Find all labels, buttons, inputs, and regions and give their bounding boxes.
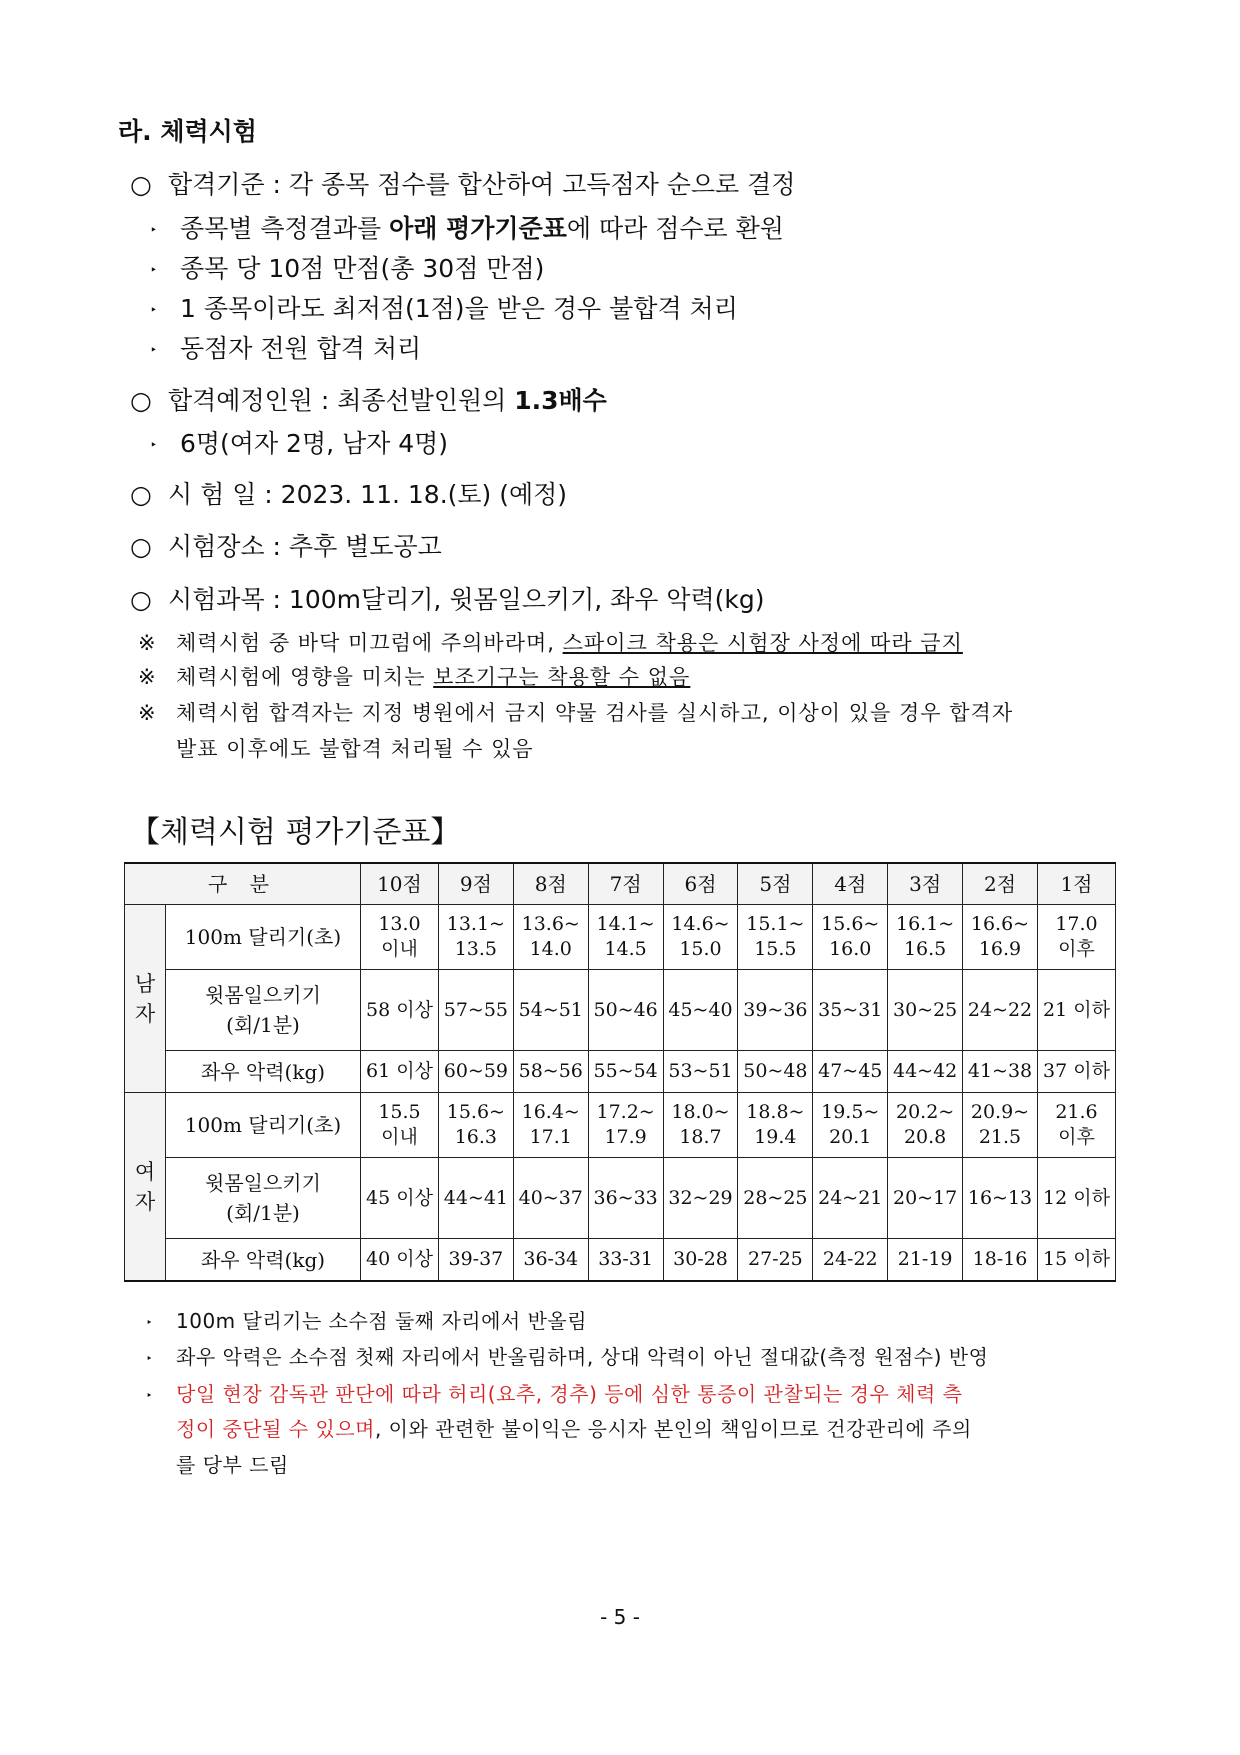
footnote-1	[146, 1305, 587, 1334]
exam-subjects	[130, 580, 765, 616]
table-cell: 61 이상	[361, 1051, 439, 1093]
table-cell: 16.6~ 16.9	[963, 905, 1038, 970]
criteria-bullet-2-text: 종목 당 10점 만점(총 30점 만점)	[180, 254, 545, 283]
female-grip-label: 좌우 악력(kg)	[166, 1239, 361, 1282]
table-cell: 40 이상	[361, 1239, 439, 1282]
criteria-bullet-1-bold: 아래 평가기준표	[389, 214, 567, 243]
reference-mark-icon: ※	[138, 665, 157, 689]
footnote-3-line-3: 를 당부 드림	[176, 1453, 289, 1477]
note-1	[138, 627, 963, 657]
table-cell: 15.6~ 16.3	[438, 1093, 513, 1158]
table-cell: 30-28	[663, 1239, 738, 1282]
exam-date	[130, 475, 567, 511]
footnote-2	[146, 1341, 988, 1370]
quota-bullet-1	[150, 424, 448, 460]
table-cell: 37 이하	[1037, 1051, 1115, 1093]
header-gubun: 구 분	[125, 863, 361, 905]
table-cell: 15.5 이내	[361, 1093, 439, 1158]
table-title: 【체력시험 평가기준표】	[130, 815, 461, 850]
reference-mark-icon: ※	[138, 701, 157, 725]
table-cell: 24~21	[813, 1158, 888, 1239]
criteria-bullet-2	[150, 249, 544, 285]
gender-female-char-1: 여	[134, 1159, 156, 1184]
table-cell: 33-31	[588, 1239, 663, 1282]
note-1-underlined: 스파이크 착용은 시험장 사정에 따라 금지	[562, 631, 963, 655]
evaluation-table	[124, 862, 1116, 1282]
bullet-icon: ‣	[150, 263, 158, 277]
female-situp-label: 윗몸일으키기 (회/1분)	[166, 1158, 361, 1239]
table-cell: 36~33	[588, 1158, 663, 1239]
gender-female	[125, 1093, 166, 1282]
gender-male-char-2: 자	[134, 1001, 156, 1026]
male-situp-label: 윗몸일으키기 (회/1분)	[166, 970, 361, 1051]
section-title: 라. 체력시험	[118, 117, 257, 146]
circle-icon: ○	[130, 480, 152, 509]
criteria-bullet-1	[150, 209, 784, 245]
bullet-icon: ‣	[146, 1316, 153, 1329]
note-2-pre: 체력시험에 영향을 미치는	[176, 665, 434, 689]
table-cell: 24~22	[963, 970, 1038, 1051]
bullet-icon: ‣	[146, 1352, 153, 1365]
male-run-row	[125, 905, 1116, 970]
table-cell: 58~56	[513, 1051, 588, 1093]
table-cell: 47~45	[813, 1051, 888, 1093]
table-cell: 16~13	[963, 1158, 1038, 1239]
note-3-line-1: 체력시험 합격자는 지정 병원에서 금지 약물 검사를 실시하고, 이상이 있을 경우 합격자	[176, 701, 1014, 725]
table-cell: 40~37	[513, 1158, 588, 1239]
table-cell: 18.8~ 19.4	[738, 1093, 813, 1158]
note-3-line-2: 발표 이후에도 불합격 처리될 수 있음	[176, 737, 534, 761]
table-cell: 15.1~ 15.5	[738, 905, 813, 970]
table-cell: 13.0 이내	[361, 905, 439, 970]
quota-heading-bold: 1.3배수	[514, 386, 607, 415]
table-cell: 41~38	[963, 1051, 1038, 1093]
table-cell: 53~51	[663, 1051, 738, 1093]
quota-heading-pre: 합격예정인원 : 최종선발인원의	[168, 386, 515, 415]
circle-icon: ○	[130, 532, 152, 561]
reference-mark-icon: ※	[138, 631, 157, 655]
header-score: 7점	[588, 863, 663, 905]
footnote-2-text: 좌우 악력은 소수점 첫째 자리에서 반올림하며, 상대 악력이 아닌 절대값(측정 원점수) 반영	[176, 1345, 989, 1369]
header-score: 9점	[438, 863, 513, 905]
table-cell: 20~17	[888, 1158, 963, 1239]
female-grip-row	[125, 1239, 1116, 1282]
female-run-row	[125, 1093, 1116, 1158]
bullet-icon: ‣	[150, 223, 158, 237]
table-cell: 39~36	[738, 970, 813, 1051]
quota-heading	[130, 381, 607, 417]
header-score: 6점	[663, 863, 738, 905]
table-cell: 36-34	[513, 1239, 588, 1282]
footnote-3-line-2-text: , 이와 관련한 불이익은 응시자 본인의 책임이므로 건강관리에 주의	[374, 1417, 972, 1441]
circle-icon: ○	[130, 170, 152, 199]
table-cell: 50~46	[588, 970, 663, 1051]
table-cell: 57~55	[438, 970, 513, 1051]
header-score: 8점	[513, 863, 588, 905]
criteria-bullet-3-text: 1 종목이라도 최저점(1점)을 받은 경우 불합격 처리	[180, 294, 738, 323]
exam-place-text: 시험장소 : 추후 별도공고	[168, 532, 442, 561]
footnote-1-text: 100m 달리기는 소수점 둘째 자리에서 반올림	[176, 1309, 588, 1333]
male-situp-row	[125, 970, 1116, 1051]
male-grip-row	[125, 1051, 1116, 1093]
table-cell: 21 이하	[1037, 970, 1115, 1051]
exam-date-text: 시 험 일 : 2023. 11. 18.(토) (예정)	[168, 480, 568, 509]
table-cell: 14.1~ 14.5	[588, 905, 663, 970]
table-cell: 60~59	[438, 1051, 513, 1093]
criteria-heading	[130, 165, 795, 201]
footnote-3	[146, 1378, 963, 1407]
table-cell: 27-25	[738, 1239, 813, 1282]
bullet-icon: ‣	[146, 1389, 153, 1402]
header-score: 2점	[963, 863, 1038, 905]
footnote-3-warning-line-1: 당일 현장 감독관 판단에 따라 허리(요추, 경추) 등에 심한 통증이 관찰되는 경우 체력 측	[176, 1382, 963, 1406]
bullet-icon: ‣	[150, 303, 158, 317]
circle-icon: ○	[130, 386, 152, 415]
header-score: 4점	[813, 863, 888, 905]
bullet-icon: ‣	[150, 343, 158, 357]
table-cell: 16.1~ 16.5	[888, 905, 963, 970]
quota-bullet-1-text: 6명(여자 2명, 남자 4명)	[180, 429, 449, 458]
table-cell: 17.0 이후	[1037, 905, 1115, 970]
table-cell: 58 이상	[361, 970, 439, 1051]
female-run-label: 100m 달리기(초)	[166, 1093, 361, 1158]
header-score: 10점	[361, 863, 439, 905]
gender-female-char-2: 자	[134, 1189, 156, 1214]
table-cell: 35~31	[813, 970, 888, 1051]
table-cell: 55~54	[588, 1051, 663, 1093]
table-cell: 19.5~ 20.1	[813, 1093, 888, 1158]
header-score: 5점	[738, 863, 813, 905]
male-run-label: 100m 달리기(초)	[166, 905, 361, 970]
footnote-3-line-2	[176, 1413, 972, 1442]
criteria-bullet-1-post: 에 따라 점수로 환원	[566, 214, 784, 243]
female-situp-row	[125, 1158, 1116, 1239]
table-cell: 45~40	[663, 970, 738, 1051]
criteria-bullet-4	[150, 329, 421, 365]
table-cell: 14.6~ 15.0	[663, 905, 738, 970]
table-cell: 39-37	[438, 1239, 513, 1282]
table-cell: 13.1~ 13.5	[438, 905, 513, 970]
table-cell: 16.4~ 17.1	[513, 1093, 588, 1158]
footnote-3-warning-line-2: 정이 중단될 수 있으며	[176, 1417, 375, 1441]
table-cell: 21.6 이후	[1037, 1093, 1115, 1158]
table-cell: 54~51	[513, 970, 588, 1051]
exam-place	[130, 527, 442, 563]
table-cell: 15 이하	[1037, 1239, 1115, 1282]
criteria-bullet-4-text: 동점자 전원 합격 처리	[180, 334, 422, 363]
table-cell: 44~41	[438, 1158, 513, 1239]
exam-subjects-text: 시험과목 : 100m달리기, 윗몸일으키기, 좌우 악력(kg)	[168, 585, 765, 614]
note-3	[138, 697, 1013, 727]
table-cell: 17.2~ 17.9	[588, 1093, 663, 1158]
circle-icon: ○	[130, 585, 152, 614]
table-cell: 30~25	[888, 970, 963, 1051]
note-2	[138, 661, 690, 691]
bullet-icon: ‣	[150, 438, 158, 452]
criteria-bullet-1-pre: 종목별 측정결과를	[180, 214, 390, 243]
criteria-bullet-3	[150, 289, 738, 325]
table-cell: 28~25	[738, 1158, 813, 1239]
table-cell: 45 이상	[361, 1158, 439, 1239]
gender-male	[125, 905, 166, 1093]
table-cell: 21-19	[888, 1239, 963, 1282]
table-cell: 18.0~ 18.7	[663, 1093, 738, 1158]
table-cell: 13.6~ 14.0	[513, 905, 588, 970]
male-grip-label: 좌우 악력(kg)	[166, 1051, 361, 1093]
table-cell: 50~48	[738, 1051, 813, 1093]
table-cell: 20.2~ 20.8	[888, 1093, 963, 1158]
header-score: 1점	[1037, 863, 1115, 905]
gender-male-char-1: 남	[134, 971, 156, 996]
table-cell: 24-22	[813, 1239, 888, 1282]
table-cell: 20.9~ 21.5	[963, 1093, 1038, 1158]
table-cell: 18-16	[963, 1239, 1038, 1282]
note-2-underlined: 보조기구는 착용할 수 없음	[433, 665, 691, 689]
table-cell: 15.6~ 16.0	[813, 905, 888, 970]
table-cell: 32~29	[663, 1158, 738, 1239]
header-score: 3점	[888, 863, 963, 905]
table-cell: 12 이하	[1037, 1158, 1115, 1239]
page-number: - 5 -	[600, 1605, 640, 1629]
table-header-row	[125, 863, 1116, 905]
table-cell: 44~42	[888, 1051, 963, 1093]
criteria-heading-text: 합격기준 : 각 종목 점수를 합산하여 고득점자 순으로 결정	[168, 170, 796, 199]
note-1-pre: 체력시험 중 바닥 미끄럼에 주의바라며,	[176, 631, 563, 655]
